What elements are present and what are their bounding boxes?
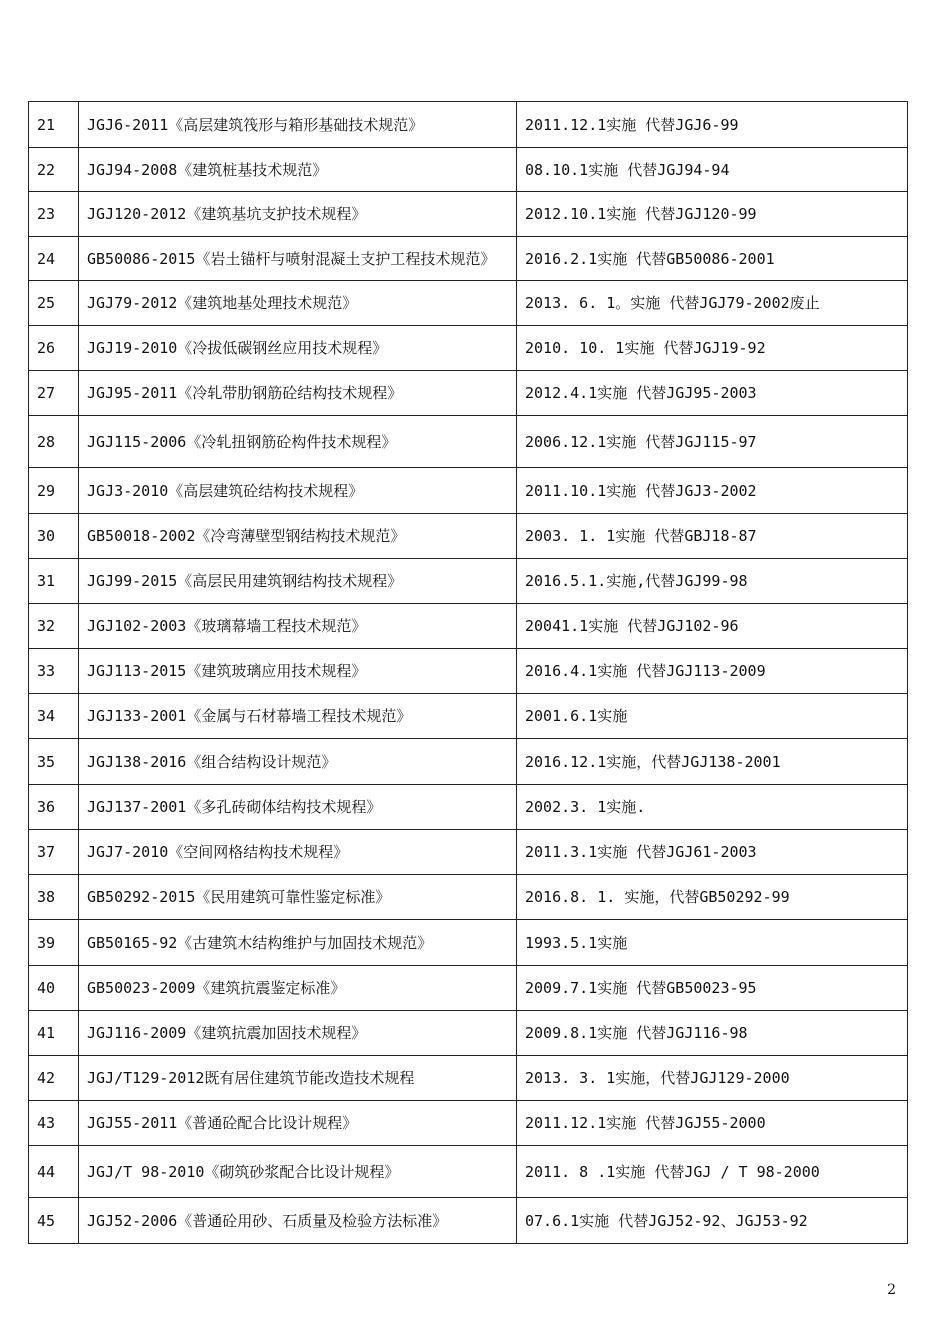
row-number: 44 — [29, 1146, 79, 1198]
table-row — [29, 148, 908, 192]
implementation-status: 2009.8.1实施 代替JGJ116-98 — [517, 1011, 908, 1056]
implementation-status: 20041.1实施 代替JGJ102-96 — [517, 604, 908, 649]
implementation-status: 2006.12.1实施 代替JGJ115-97 — [517, 416, 908, 468]
implementation-status: 08.10.1实施 代替JGJ94-94 — [517, 148, 908, 192]
standards-table-body — [29, 102, 908, 1244]
implementation-status: 2003. 1. 1实施 代替GBJ18-87 — [517, 514, 908, 559]
standard-name: JGJ/T129-2012既有居住建筑节能改造技术规程 — [79, 1056, 517, 1101]
standard-name: JGJ116-2009《建筑抗震加固技术规程》 — [79, 1011, 517, 1056]
table-row — [29, 739, 908, 785]
implementation-status: 1993.5.1实施 — [517, 920, 908, 966]
table-row — [29, 102, 908, 148]
standard-name: JGJ133-2001《金属与石材幕墙工程技术规范》 — [79, 694, 517, 739]
implementation-status: 2016.8. 1. 实施，代替GB50292-99 — [517, 875, 908, 920]
standard-name: GB50086-2015《岩土锚杆与喷射混凝土支护工程技术规范》 — [79, 237, 517, 281]
standard-name: JGJ137-2001《多孔砖砌体结构技术规程》 — [79, 785, 517, 830]
implementation-status: 2016.4.1实施 代替JGJ113-2009 — [517, 649, 908, 694]
standard-name: GB50023-2009《建筑抗震鉴定标准》 — [79, 966, 517, 1011]
standard-name: GB50018-2002《冷弯薄壁型钢结构技术规范》 — [79, 514, 517, 559]
row-number: 45 — [29, 1198, 79, 1244]
table-row — [29, 281, 908, 326]
row-number: 22 — [29, 148, 79, 192]
row-number: 33 — [29, 649, 79, 694]
table-row — [29, 830, 908, 875]
row-number: 39 — [29, 920, 79, 966]
standard-name: JGJ19-2010《冷拔低碳钢丝应用技术规程》 — [79, 326, 517, 371]
standard-name: JGJ138-2016《组合结构设计规范》 — [79, 739, 517, 785]
row-number: 28 — [29, 416, 79, 468]
row-number: 35 — [29, 739, 79, 785]
row-number: 29 — [29, 468, 79, 514]
table-row — [29, 785, 908, 830]
implementation-status: 2012.10.1实施 代替JGJ120-99 — [517, 192, 908, 237]
row-number: 41 — [29, 1011, 79, 1056]
row-number: 24 — [29, 237, 79, 281]
table-row — [29, 371, 908, 416]
row-number: 32 — [29, 604, 79, 649]
table-row — [29, 875, 908, 920]
table-row — [29, 416, 908, 468]
table-row — [29, 649, 908, 694]
row-number: 37 — [29, 830, 79, 875]
standard-name: GB50165-92《古建筑木结构维护与加固技术规范》 — [79, 920, 517, 966]
standard-name: JGJ120-2012《建筑基坑支护技术规程》 — [79, 192, 517, 237]
standard-name: JGJ94-2008《建筑桩基技术规范》 — [79, 148, 517, 192]
table-row — [29, 192, 908, 237]
implementation-status: 2012.4.1实施 代替JGJ95-2003 — [517, 371, 908, 416]
row-number: 43 — [29, 1101, 79, 1146]
implementation-status: 2011. 8 .1实施 代替JGJ / T 98-2000 — [517, 1146, 908, 1198]
implementation-status: 2011.12.1实施 代替JGJ55-2000 — [517, 1101, 908, 1146]
row-number: 31 — [29, 559, 79, 604]
row-number: 38 — [29, 875, 79, 920]
standard-name: GB50292-2015《民用建筑可靠性鉴定标准》 — [79, 875, 517, 920]
row-number: 26 — [29, 326, 79, 371]
row-number: 21 — [29, 102, 79, 148]
table-row — [29, 1056, 908, 1101]
implementation-status: 2016.5.1.实施,代替JGJ99-98 — [517, 559, 908, 604]
implementation-status: 2009.7.1实施 代替GB50023-95 — [517, 966, 908, 1011]
standard-name: JGJ115-2006《冷轧扭钢筋砼构件技术规程》 — [79, 416, 517, 468]
table-row — [29, 920, 908, 966]
standard-name: JGJ52-2006《普通砼用砂、石质量及检验方法标准》 — [79, 1198, 517, 1244]
standard-name: JGJ79-2012《建筑地基处理技术规范》 — [79, 281, 517, 326]
table-row — [29, 966, 908, 1011]
implementation-status: 2016.12.1实施，代替JGJ138-2001 — [517, 739, 908, 785]
table-row — [29, 514, 908, 559]
table-row — [29, 326, 908, 371]
implementation-status: 2016.2.1实施 代替GB50086-2001 — [517, 237, 908, 281]
standard-name: JGJ55-2011《普通砼配合比设计规程》 — [79, 1101, 517, 1146]
implementation-status: 2013. 6. 1。实施 代替JGJ79-2002废止 — [517, 281, 908, 326]
implementation-status: 2011.3.1实施 代替JGJ61-2003 — [517, 830, 908, 875]
table-row — [29, 559, 908, 604]
row-number: 23 — [29, 192, 79, 237]
table-row — [29, 1011, 908, 1056]
row-number: 42 — [29, 1056, 79, 1101]
row-number: 25 — [29, 281, 79, 326]
table-row — [29, 1146, 908, 1198]
implementation-status: 2011.10.1实施 代替JGJ3-2002 — [517, 468, 908, 514]
implementation-status: 07.6.1实施 代替JGJ52-92、JGJ53-92 — [517, 1198, 908, 1244]
implementation-status: 2011.12.1实施 代替JGJ6-99 — [517, 102, 908, 148]
table-row — [29, 1198, 908, 1244]
implementation-status: 2010. 10. 1实施 代替JGJ19-92 — [517, 326, 908, 371]
row-number: 34 — [29, 694, 79, 739]
standard-name: JGJ99-2015《高层民用建筑钢结构技术规程》 — [79, 559, 517, 604]
row-number: 30 — [29, 514, 79, 559]
row-number: 27 — [29, 371, 79, 416]
row-number: 36 — [29, 785, 79, 830]
table-row — [29, 694, 908, 739]
standard-name: JGJ113-2015《建筑玻璃应用技术规程》 — [79, 649, 517, 694]
row-number: 40 — [29, 966, 79, 1011]
implementation-status: 2013. 3. 1实施，代替JGJ129-2000 — [517, 1056, 908, 1101]
standard-name: JGJ3-2010《高层建筑砼结构技术规程》 — [79, 468, 517, 514]
table-row — [29, 1101, 908, 1146]
standard-name: JGJ102-2003《玻璃幕墙工程技术规范》 — [79, 604, 517, 649]
table-row — [29, 237, 908, 281]
standard-name: JGJ/T 98-2010《砌筑砂浆配合比设计规程》 — [79, 1146, 517, 1198]
standard-name: JGJ6-2011《高层建筑筏形与箱形基础技术规范》 — [79, 102, 517, 148]
standard-name: JGJ7-2010《空间网格结构技术规程》 — [79, 830, 517, 875]
standards-table — [28, 101, 908, 1244]
implementation-status: 2001.6.1实施 — [517, 694, 908, 739]
standard-name: JGJ95-2011《冷轧带肋钢筋砼结构技术规程》 — [79, 371, 517, 416]
table-row — [29, 604, 908, 649]
page-number: 2 — [887, 1282, 896, 1298]
table-row — [29, 468, 908, 514]
implementation-status: 2002.3. 1实施. — [517, 785, 908, 830]
